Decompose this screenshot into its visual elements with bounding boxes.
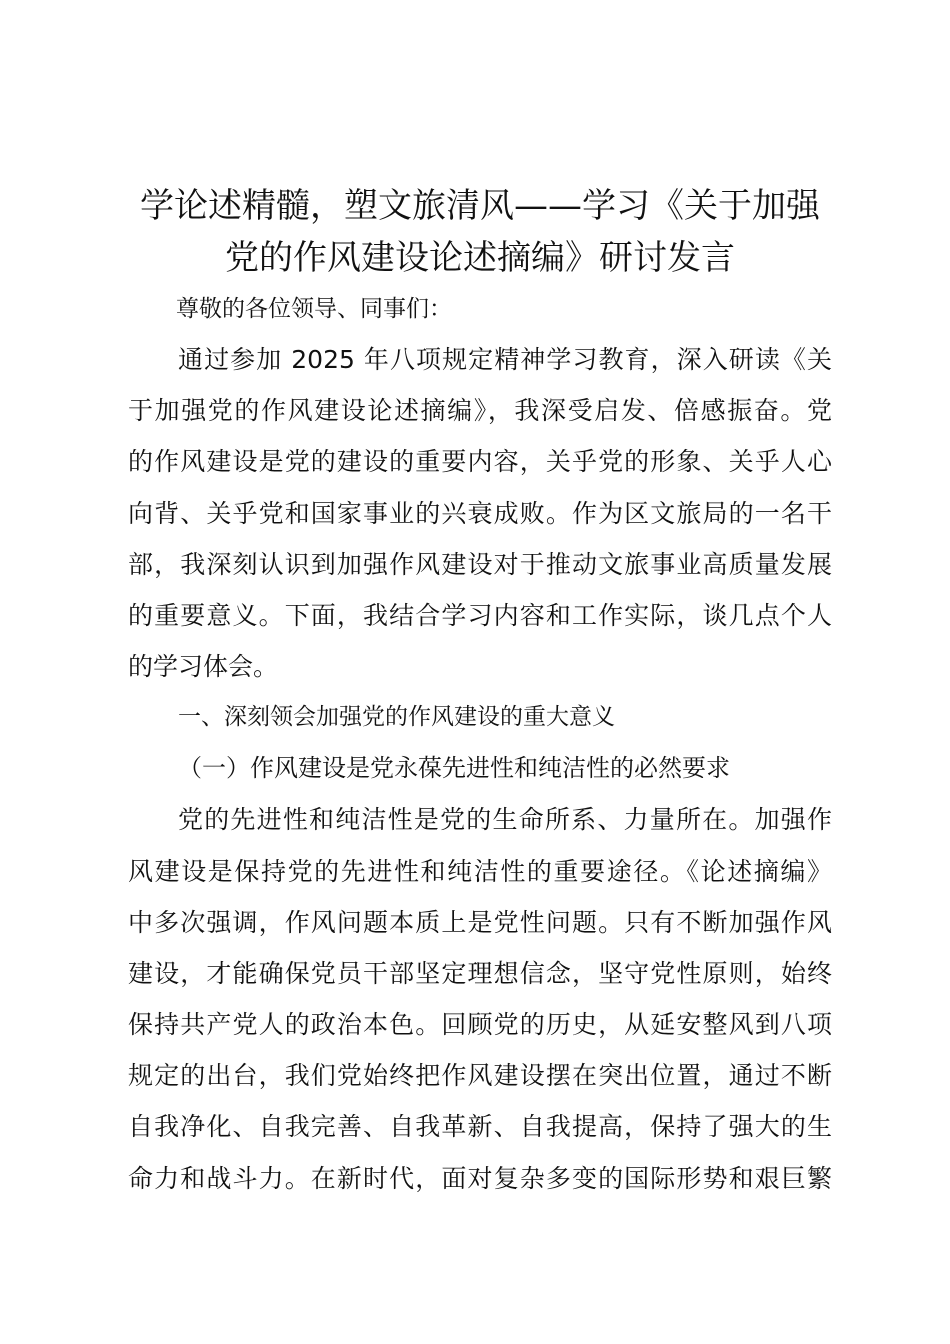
intro-line: 的作风建设是党的建设的重要内容，关乎党的形象、关乎人心 [128,447,832,477]
intro-line: 向背、关乎党和国家事业的兴衰成败。作为区文旅局的一名干 [128,498,832,528]
body-line: 规定的出台，我们党始终把作风建设摆在突出位置，通过不断 [128,1061,832,1091]
body-line: 风建设是保持党的先进性和纯洁性的重要途径。《论述摘编》 [128,856,832,886]
intro-line: 于加强党的作风建设论述摘编》，我深受启发、倍感振奋。党 [128,396,832,426]
document-title [128,180,832,284]
intro-line: 部，我深刻认识到加强作风建设对于推动文旅事业高质量发展 [128,549,832,579]
title-line-1: 学论述精髓，塑文旅清风——学习《关于加强 [140,186,820,226]
intro-line: 的学习体会。 [128,652,279,682]
body-line: 中多次强调，作风问题本质上是党性问题。只有不断加强作风 [128,907,832,937]
intro-paragraph [128,334,832,692]
body-line: 保持共产党人的政治本色。回顾党的历史，从延安整风到八项 [128,1010,832,1040]
body-line: 自我净化、自我完善、自我革新、自我提高，保持了强大的生 [128,1112,832,1142]
body-line: 党的先进性和纯洁性是党的生命所系、力量所在。加强作 [178,805,832,835]
body-line: 建设，才能确保党员干部坚定理想信念，坚守党性原则，始终 [128,958,832,988]
intro-line: 通过参加 2025 年八项规定精神学习教育，深入研读《关 [178,345,832,374]
document-page [128,180,832,1204]
subsection-heading: （一）作风建设是党永葆先进性和纯洁性的必然要求 [178,754,730,783]
intro-line: 的重要意义。下面，我结合学习内容和工作实际，谈几点个人 [128,600,832,630]
section-heading: 一、深刻领会加强党的作风建设的重大意义 [178,704,615,731]
title-line-2: 党的作风建设论述摘编》研讨发言 [225,238,735,278]
body-paragraph [128,794,832,1204]
greeting: 尊敬的各位领导、同事们： [176,296,452,322]
body-line: 命力和战斗力。在新时代，面对复杂多变的国际形势和艰巨繁 [128,1163,832,1193]
